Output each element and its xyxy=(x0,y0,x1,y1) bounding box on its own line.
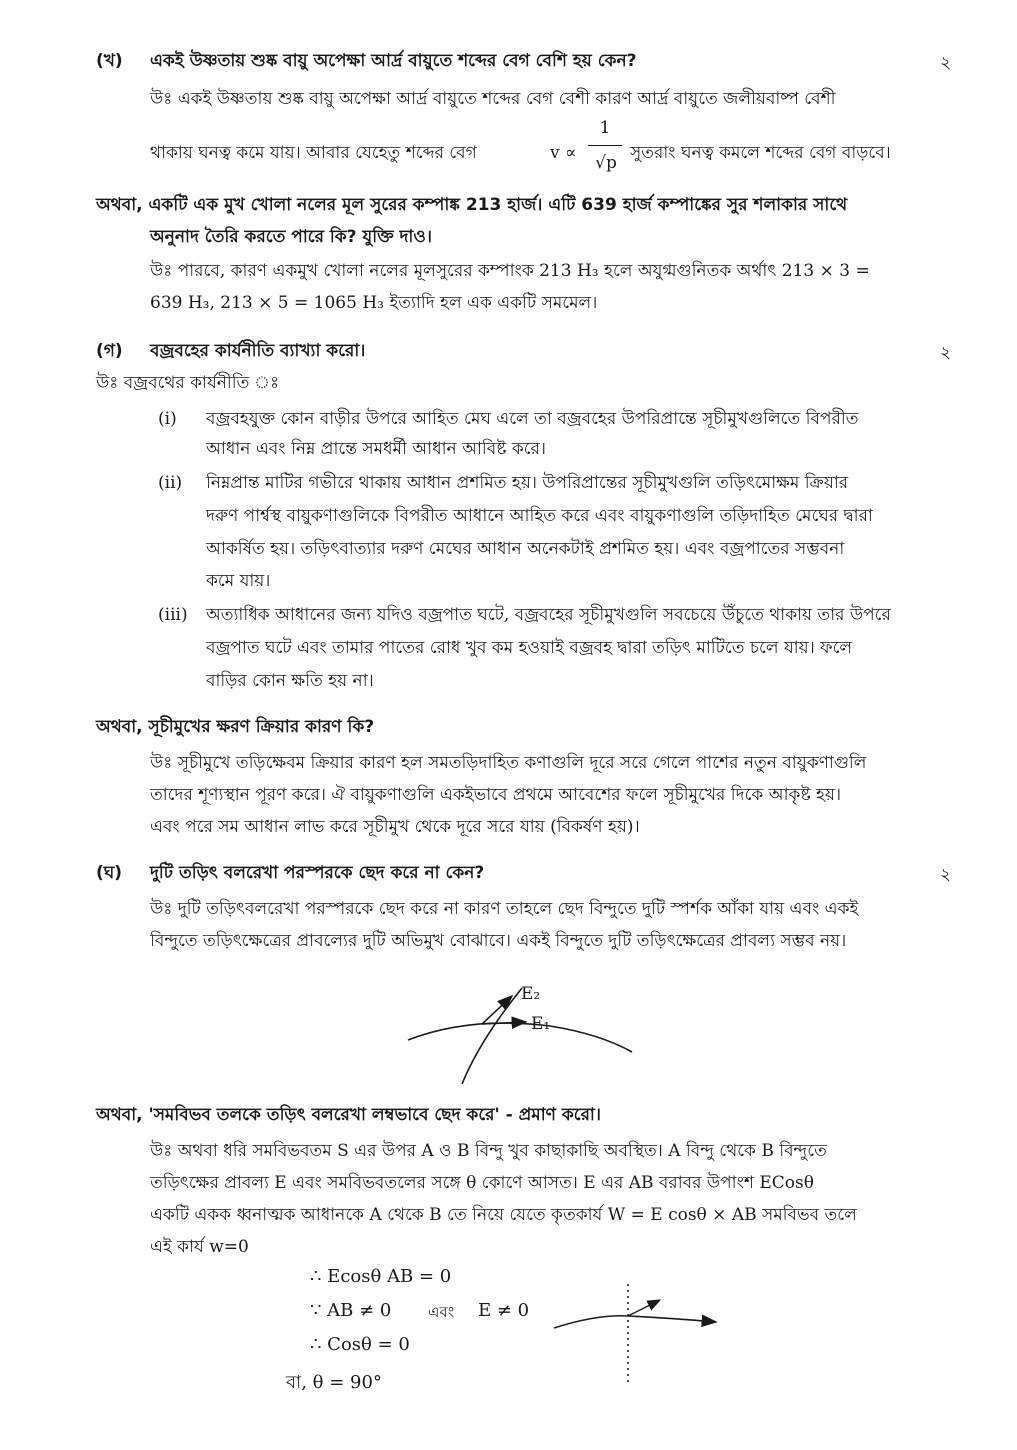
or3-equation: ∴ Cosθ = 0 xyxy=(310,1334,410,1355)
gha-question: দুটি তড়িৎ বলরেখা পরস্পরকে ছেদ করে না কেন? xyxy=(150,863,485,883)
kha-question: একই উষ্ণতায় শুষ্ক বায়ু অপেক্ষা আর্দ্র বায়ুতে শব্দের বেগ বেশি হয় কেন? xyxy=(150,51,637,71)
ga-item-number: (i) xyxy=(158,409,177,429)
or1-answer-line1: উঃ পারবে, কারণ একমুখ খোলা নলের মূলসুরের কম্পাংক 213 H₃ হলে অযুগ্মগুনিতক অর্থাৎ 213 × 3 = xyxy=(150,261,870,281)
or1-answer-line2: 639 H₃, 213 × 5 = 1065 H₃ ইত্যাদি হল এক একটি সমমেল। xyxy=(150,293,598,313)
ga-label: (গ) xyxy=(96,341,123,361)
or2-answer-line: এবং পরে সম আধান লাভ করে সূচীমুখ থেকে দূরে সরে যায় (বিকর্ষণ হয়)। xyxy=(150,817,640,837)
or3-equation: ∴ Ecosθ AB = 0 xyxy=(310,1266,452,1287)
kha-answer-line1: উঃ একই উষ্ণতায় শুষ্ক বায়ু অপেক্ষা আর্দ্র বায়ুতে শব্দের বেগ বেশী কারণ আর্দ্র বায়ুতে জলীয়বাষ্প বেশী xyxy=(150,89,836,109)
or2-answer-line: তাদের শূণ্যস্থান পূরণ করে। ঐ বায়ুকণাগুলি একইভাবে প্রথমে আবেশের ফলে সূচীমুখের দিকে আকৃষ্ট হয়। xyxy=(150,785,842,805)
kha-formula-bar xyxy=(588,145,622,146)
ga-marks: ২ xyxy=(940,343,952,363)
equipotential-diagram xyxy=(548,1278,728,1390)
or3-equation: ∵ AB ≠ 0 xyxy=(310,1300,392,1321)
or1-question-line2: অনুনাদ তৈরি করতে পারে কি? যুক্তি দাও। xyxy=(150,227,432,247)
field-lines-diagram xyxy=(400,978,640,1088)
kha-label: (খ) xyxy=(96,51,123,71)
ga-item-line: দরুণ পার্শ্বস্থ বায়ুকণাগুলিকে বিপরীত আধানে আহিত করে এবং বায়ুকণাগুলি তড়িদাহিত মেঘের দ্বারা xyxy=(206,506,873,526)
kha-formula-lhs: v ∝ xyxy=(550,143,577,163)
ga-item-line: আধান এবং নিম্ন প্রান্তে সমধর্মী আধান আবিষ্ট করে। xyxy=(206,439,546,459)
kha-marks: ২ xyxy=(940,53,952,73)
kha-formula-numerator: 1 xyxy=(599,118,611,138)
or3-equation: বা, θ = 90° xyxy=(286,1372,382,1393)
kha-answer-line2b: সুতরাং ঘনত্ব কমলে শব্দের বেগ বাড়বে। xyxy=(630,143,891,163)
diagram-label-e1: E₁ xyxy=(531,1014,551,1034)
or3-answer-line: তড়িৎক্ষের প্রাবল্য E এবং সমবিভবতলের সঙ্গে θ কোণে আসত। E এর AB বরাবর উপাংশ ECosθ xyxy=(150,1173,814,1193)
diagram-label-e2: E₂ xyxy=(521,984,541,1004)
ga-item-line: নিম্নপ্রান্ত মাটির গভীরে থাকায় আধান প্রশমিত হয়। উপরিপ্রান্তের সূচীমুখগুলি তড়িৎমোক্ষম ক্রিয়ার xyxy=(206,473,849,493)
ga-item-number: (iii) xyxy=(158,605,188,625)
gha-answer-line: বিন্দুতে তড়িৎক্ষেত্রের প্রাবল্যের দুটি অভিমুখ বোঝাবে। একই বিন্দুতে দুটি তড়িৎক্ষেত্রের প্রাবল্য সম্ভব নয়। xyxy=(150,931,847,951)
gha-marks: ২ xyxy=(940,865,952,885)
field-line-one xyxy=(408,1023,632,1052)
or3-answer-line: একটি একক ধ্বনাত্মক আধানকে A থেকে B তে নিয়ে যেতে কৃতকার্য W = E cosθ × AB সমবিভব তলে xyxy=(150,1205,857,1225)
field-line-crossing xyxy=(554,1316,716,1328)
or3-answer-line: এই কার্য w=0 xyxy=(150,1237,249,1257)
ga-item-line: বজ্রবহযুক্ত কোন বাড়ীর উপরে আহিত মেঘ এলে তা বজ্রবহের উপরিপ্রান্তে সূচীমুখগুলিতে বিপরীত xyxy=(206,409,859,429)
or3-equation: E ≠ 0 xyxy=(478,1300,530,1321)
ga-answer-intro: উঃ বজ্রবথের কার্যনীতি ঃ xyxy=(96,373,280,393)
ga-item-line: আকর্ষিত হয়। তড়িৎবাত্যার দরুণ মেঘের আধান অনেকটাই প্রশমিত হয়। এবং বজ্রপাতের সম্ভবনা xyxy=(206,539,845,559)
ga-item-line: বজ্রপাত ঘটে এবং তামার পাতের রোধ খুব কম হওয়াই বজ্রবহ দ্বারা তড়িৎ মাটিতে চলে যায়। ফলে xyxy=(206,638,853,658)
or1-question-line1: অথবা, একটি এক মুখ খোলা নলের মূল সুরের কম্পাঙ্ক 213 হার্জ। এটি 639 হার্জ কম্পাঙ্কের সুর শলাকার সাথে xyxy=(96,195,848,215)
ga-item-line: বাড়ির কোন ক্ষতি হয় না। xyxy=(206,671,374,691)
field-line-two xyxy=(462,988,522,1084)
or3-answer-line: উঃ অথবা ধরি সমবিভবতম S এর উপর A ও B বিন্দু খুব কাছাকাছি অবস্থিত। A বিন্দু থেকে B বিন্দুতে xyxy=(150,1141,827,1161)
or2-question: অথবা, সূচীমুখের ক্ষরণ ক্রিয়ার কারণ কি? xyxy=(96,717,375,737)
tangent-arrow-e2 xyxy=(482,996,512,1024)
gha-answer-line: উঃ দুটি তড়িৎবলরেখা পরস্পরকে ছেদ করে না কারণ তাহলে ছেদ বিন্দুতে দুটি স্পর্শক আঁকা যায় এবং একই xyxy=(150,899,859,919)
ga-item-line: কমে যায়। xyxy=(206,571,271,591)
kha-answer-line2a: থাকায় ঘনত্ব কমে যায়। আবার যেহেতু শব্দের বেগ xyxy=(150,143,477,163)
or3-equation-conjunction: এবং xyxy=(428,1303,455,1321)
field-vector-arrow xyxy=(628,1300,660,1316)
gha-label: (ঘ) xyxy=(96,863,123,883)
ga-question: বজ্রবহের কার্যনীতি ব্যাখ্যা করো। xyxy=(150,341,366,361)
or2-answer-line: উঃ সূচীমুখে তড়িক্ষেবম ক্রিয়ার কারণ হল সমতড়িদাহিত কণাগুলি দূরে সরে গেলে পাশের নতুন বায়ুকণাগুলি xyxy=(150,753,867,773)
ga-item-number: (ii) xyxy=(158,473,183,493)
or3-question: অথবা, 'সমবিভব তলকে তড়িৎ বলরেখা লম্বভাবে ছেদ করে' - প্রমাণ করো। xyxy=(96,1105,601,1125)
kha-formula-denominator: √p xyxy=(595,153,617,173)
ga-item-line: অত্যাধিক আধানের জন্য যদিও বজ্রপাত ঘটে, বজ্রবহের সূচীমুখগুলি সবচেয়ে উঁচুতে থাকায় তার উপরে xyxy=(206,605,891,625)
